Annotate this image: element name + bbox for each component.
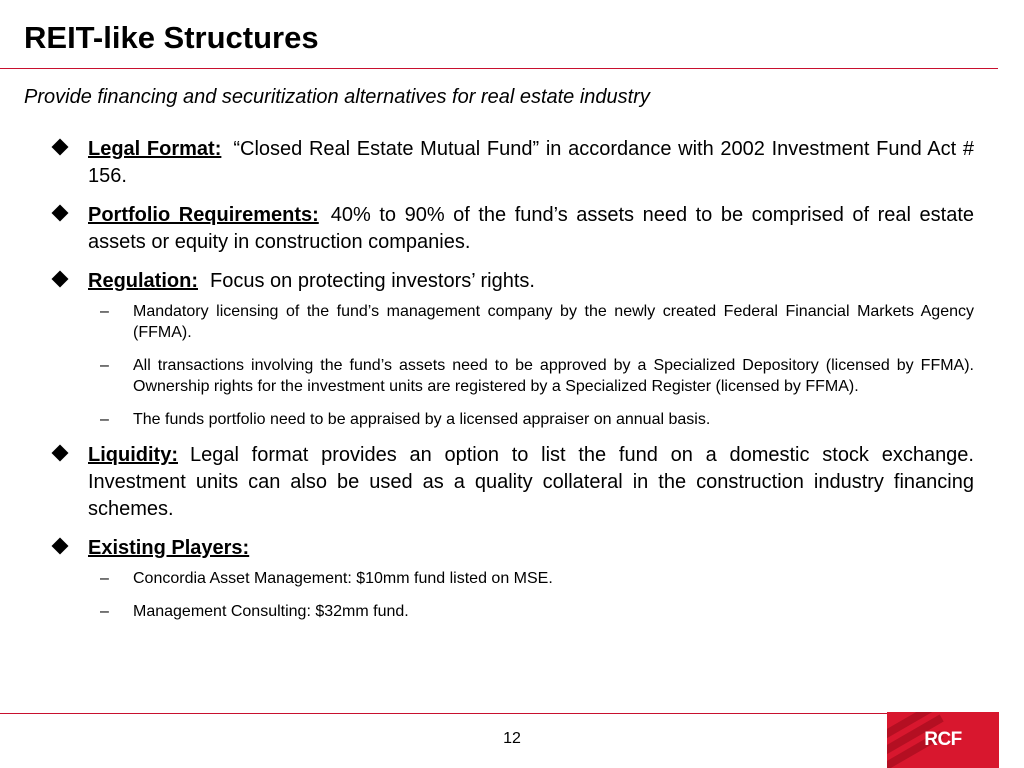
footer-divider bbox=[0, 713, 998, 714]
bullet-liquidity bbox=[50, 442, 974, 523]
sub-list bbox=[50, 301, 974, 430]
logo-text: RCF bbox=[924, 729, 962, 750]
page-number: 12 bbox=[503, 730, 521, 747]
bullet-text bbox=[88, 442, 974, 523]
bullet-label: Existing Players: bbox=[88, 537, 250, 559]
sub-item bbox=[50, 409, 974, 430]
slide-title: REIT-like Structures bbox=[24, 20, 319, 55]
rcf-logo bbox=[887, 712, 999, 768]
slide-subtitle: Provide financing and securitization alternatives for real estate industry bbox=[24, 86, 650, 108]
diamond-bullet-icon bbox=[52, 271, 69, 288]
bullet-body: Legal format provides an option to list the fund on a domestic stock exchange. Investment units can also be used as a quality collateral in the construction industry financing schemes. bbox=[88, 444, 974, 520]
sub-item bbox=[50, 601, 974, 622]
dash-bullet-icon: – bbox=[100, 303, 109, 320]
diamond-bullet-icon bbox=[52, 139, 69, 156]
sub-item bbox=[50, 355, 974, 397]
sub-item-text: The funds portfolio need to be appraised by a licensed appraiser on annual basis. bbox=[133, 411, 711, 428]
bullet-body: 40% to 90% of the fund’s assets need to be comprised of real estate assets or equity in construction companies. bbox=[88, 204, 975, 253]
diamond-bullet-icon bbox=[52, 445, 69, 462]
bullet-portfolio-requirements bbox=[50, 202, 974, 256]
sub-item-text: Concordia Asset Management: $10mm fund listed on MSE. bbox=[133, 570, 553, 587]
sub-list bbox=[50, 568, 974, 622]
bullet-regulation bbox=[50, 268, 974, 430]
dash-bullet-icon: – bbox=[100, 570, 109, 587]
sub-item-text: Management Consulting: $32mm fund. bbox=[133, 603, 409, 620]
bullet-label: Regulation: bbox=[88, 270, 198, 292]
diamond-bullet-icon bbox=[52, 205, 69, 222]
dash-bullet-icon: – bbox=[100, 357, 109, 374]
title-divider bbox=[0, 68, 998, 69]
dash-bullet-icon: – bbox=[100, 411, 109, 428]
sub-item bbox=[50, 568, 974, 589]
bullet-text bbox=[88, 136, 974, 190]
bullet-existing-players bbox=[50, 535, 974, 622]
sub-item bbox=[50, 301, 974, 343]
bullet-text bbox=[88, 202, 974, 256]
bullet-label: Legal Format: bbox=[88, 138, 222, 160]
bullet-legal-format bbox=[50, 136, 974, 190]
sub-item-text: Mandatory licensing of the fund’s management company by the newly created Federal Financial Markets Agency (FFMA). bbox=[133, 303, 974, 341]
bullet-text bbox=[88, 535, 974, 562]
sub-item-text: All transactions involving the fund’s assets need to be approved by a Specialized Depository (licensed by FFMA). Ownership rights for the investment units are registered by a Specialized Register (licensed by FFMA). bbox=[133, 357, 974, 395]
bullet-text bbox=[88, 268, 974, 295]
bullet-body: Focus on protecting investors’ rights. bbox=[210, 270, 535, 292]
bullet-list bbox=[50, 136, 974, 634]
diamond-bullet-icon bbox=[52, 538, 69, 555]
bullet-label: Portfolio Requirements: bbox=[88, 204, 319, 226]
bullet-label: Liquidity: bbox=[88, 444, 178, 466]
bullet-body: “Closed Real Estate Mutual Fund” in accordance with 2002 Investment Fund Act # 156. bbox=[88, 138, 974, 187]
dash-bullet-icon: – bbox=[100, 603, 109, 620]
